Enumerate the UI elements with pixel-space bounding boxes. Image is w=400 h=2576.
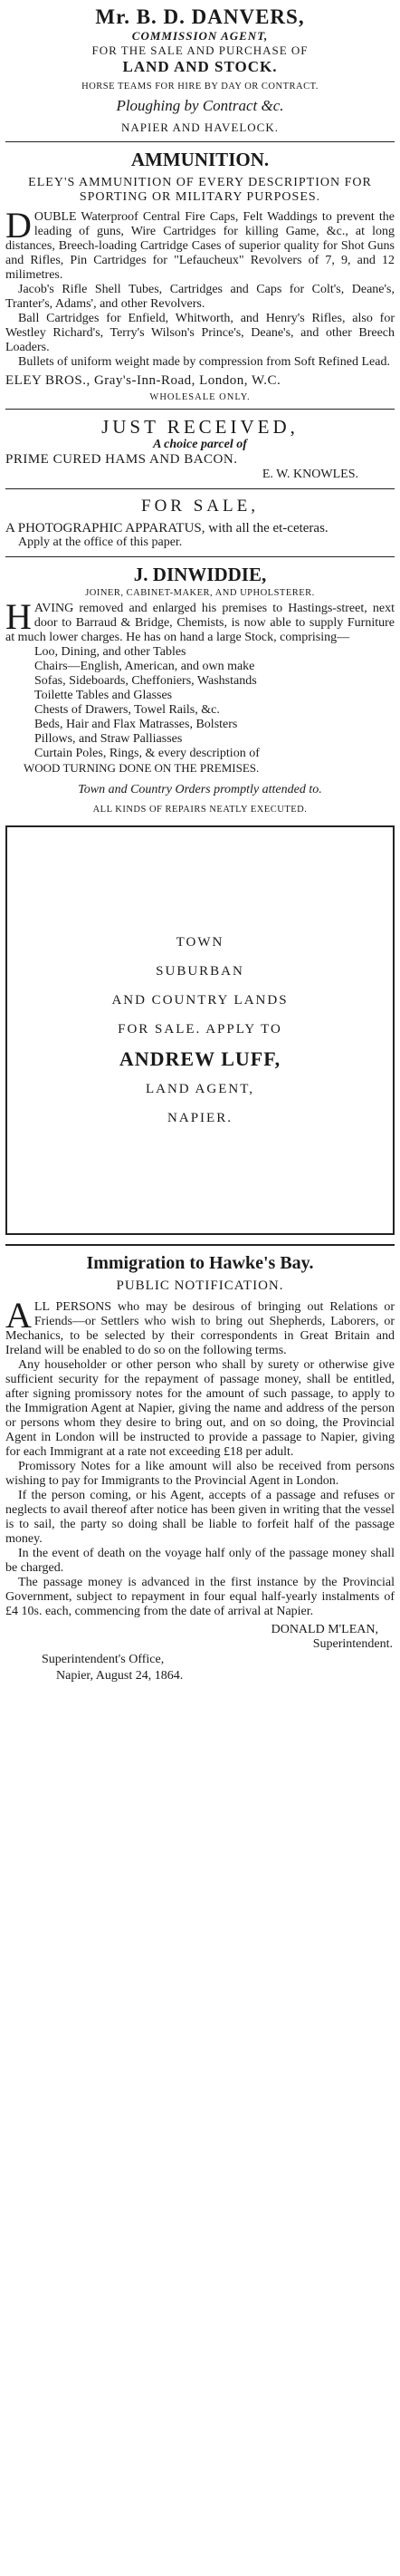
forsale-title: FOR SALE, — [141, 497, 259, 516]
luff-line-2: SUBURBAN — [156, 964, 244, 979]
list-item: Chairs—English, American, and own make — [34, 660, 255, 673]
immigration-paragraph-2: Any householder or other person who shall by surety or otherwise give sufficient security for the repayment of passage money, shall be entitled, after signing promissory notes for the amount of such passage, to apply to the Immigration Agent at Napier, giving the name and address of the person or persons whom they desire to bring out, and on so doing, the Provincial Agent in London will be instructed to provide a passage to Napier, giving for each Immigrant at a rate not exceeding £18 per adult. — [5, 1358, 395, 1459]
received-ad — [5, 414, 395, 484]
immigration-paragraph-1: ALL PERSONS who may be desirous of bringing out Relations or Friends—or Settlers who wish to bring out Shepherds, Laborers, or Mechanics, to be selected by their correspondents in Great Britain and Ireland will be enabled to do so on the following terms. — [5, 1295, 395, 1357]
list-item: Toilette Tables and Glasses — [34, 689, 173, 702]
danvers-place: NAPIER AND HAVELOCK. — [121, 121, 279, 134]
immigration-paragraph-3: Promissory Notes for a like amount will also be received from persons wishing to pay for Immigrants to the Provincial Agent in London. — [5, 1460, 395, 1488]
immigration-office: Superintendent's Office, — [42, 1653, 165, 1666]
immigration-signer-role: Superintendent. — [312, 1637, 393, 1651]
danvers-land-stock: LAND AND STOCK. — [122, 58, 278, 75]
ammunition-paragraph-2: Jacob's Rifle Shell Tubes, Cartridges and Caps for Colt's, Deane's, Tranter's, Adams', and other Revolvers. — [5, 283, 395, 311]
ammunition-ad — [5, 147, 395, 404]
received-from: E. W. KNOWLES. — [262, 468, 358, 481]
divider — [5, 141, 395, 142]
danvers-name: Mr. B. D. DANVERS, — [95, 5, 305, 28]
list-item: Curtain Poles, Rings, & every description of — [34, 747, 260, 760]
danvers-for-sale: FOR THE SALE AND PURCHASE OF — [91, 43, 309, 57]
luff-role: LAND AGENT, — [145, 1082, 255, 1096]
immigration-notice: PUBLIC NOTIFICATION. — [116, 1278, 284, 1293]
dinwiddie-ad — [5, 562, 395, 816]
forsale-line: A PHOTOGRAPHIC APPARATUS, with all the et-ceteras. — [5, 521, 329, 535]
danvers-role: COMMISSION AGENT, — [131, 29, 269, 43]
divider — [5, 556, 395, 557]
immigration-paragraph-6: The passage money is advanced in the first instance by the Provincial Government, subject to repayment in four equal half-yearly instalments of £4 10s. each, commencing from the date of arrival at Napier. — [5, 1576, 395, 1618]
immigration-paragraph-4: If the person coming, or his Agent, accepts of a passage and refuses or neglects to avail thereof after notice has been given in writing that the vessel is to sail, the party so doing shall be liable to forfeit half of the passage money. — [5, 1489, 395, 1546]
received-title: JUST RECEIVED, — [101, 416, 299, 438]
luff-line-1: TOWN — [176, 935, 224, 950]
danvers-ploughing: Ploughing by Contract &c. — [116, 97, 284, 114]
drop-cap: H — [5, 596, 32, 637]
received-line: PRIME CURED HAMS AND BACON. — [5, 452, 238, 467]
list-item: Loo, Dining, and other Tables — [34, 645, 186, 659]
list-item: Pillows, and Straw Palliasses — [34, 732, 183, 746]
received-subtitle: A choice parcel of — [153, 438, 247, 451]
immigration-date: Napier, August 24, 1864. — [56, 1669, 184, 1683]
immigration-title: Immigration to Hawke's Bay. — [86, 1253, 314, 1273]
drop-cap: D — [5, 205, 32, 246]
list-item: Chests of Drawers, Towel Rails, &c. — [34, 703, 220, 717]
ammunition-address: ELEY BROS., Gray's-Inn-Road, London, W.C. — [5, 373, 281, 388]
ammunition-heading: ELEY'S AMMUNITION OF EVERY DESCRIPTION FOR SPORTING OR MILITARY PURPOSES. — [28, 176, 372, 204]
dinwiddie-repairs: ALL KINDS OF REPAIRS NEATLY EXECUTED. — [92, 805, 308, 815]
forsale-ad — [5, 494, 395, 552]
danvers-horse-teams: HORSE TEAMS FOR HIRE BY DAY OR CONTRACT. — [81, 82, 319, 92]
luff-ad — [5, 825, 395, 1235]
immigration-paragraph-5: In the event of death on the voyage half only of the passage money shall be charged. — [5, 1547, 395, 1575]
newspaper-column — [5, 0, 395, 1686]
ammunition-title: AMMUNITION. — [130, 149, 270, 170]
ammunition-paragraph-4: Bullets of uniform weight made by compression from Soft Refined Lead. — [18, 355, 390, 369]
immigration-ad — [5, 1250, 395, 1686]
drop-cap: A — [5, 1295, 32, 1336]
luff-line-3: AND COUNTRY LANDS — [111, 993, 289, 1008]
luff-name: ANDREW LUFF, — [119, 1047, 281, 1070]
dinwiddie-trade: JOINER, CABINET-MAKER, AND UPHOLSTERER. — [85, 588, 315, 598]
list-item: Beds, Hair and Flax Matrasses, Bolsters — [34, 718, 238, 731]
divider — [5, 1244, 395, 1246]
forsale-apply: Apply at the office of this paper. — [18, 535, 183, 549]
divider — [5, 488, 395, 489]
dinwiddie-intro: HAVING removed and enlarged his premises to Hastings-street, next door to Barraud & Bridge, Chemists, is now able to supply Furniture at much lower charges. He has on hand a large Stock, comprising— — [5, 596, 395, 644]
divider — [5, 409, 395, 410]
dinwiddie-orders: Town and Country Orders promptly attended to. — [78, 783, 322, 796]
dinwiddie-stock-list — [5, 645, 395, 776]
immigration-signer: DONALD M'LEAN, — [271, 1623, 378, 1636]
danvers-ad — [5, 4, 395, 137]
ammunition-paragraph-3: Ball Cartridges for Enfield, Whitworth, and Henry's Rifles, also for Westley Richard's, Terry's Wilson's Prince's, Deane's, and other Breech Loaders. — [5, 312, 395, 354]
ammunition-paragraph-1: DOUBLE Waterproof Central Fire Caps, Felt Waddings to prevent the leading of guns, Wire Cartridges for killing Game, &c., at long distances, Breech-loading Cartridge Cases of superior quality for Shot Guns and Rifles, Pin Cartridges for "Lefaucheux" Revolvers of 7, 9, and 12 milimetres. — [5, 205, 395, 282]
luff-place: NAPIER. — [167, 1111, 233, 1125]
list-item: WOOD TURNING DONE ON THE PREMISES. — [24, 761, 260, 775]
ammunition-wholesale: WHOLESALE ONLY. — [149, 392, 251, 402]
luff-line-4: FOR SALE. APPLY TO — [118, 1022, 282, 1037]
dinwiddie-name: J. DINWIDDIE, — [133, 564, 267, 585]
list-item: Sofas, Sideboards, Cheffoniers, Washstands — [34, 674, 257, 688]
